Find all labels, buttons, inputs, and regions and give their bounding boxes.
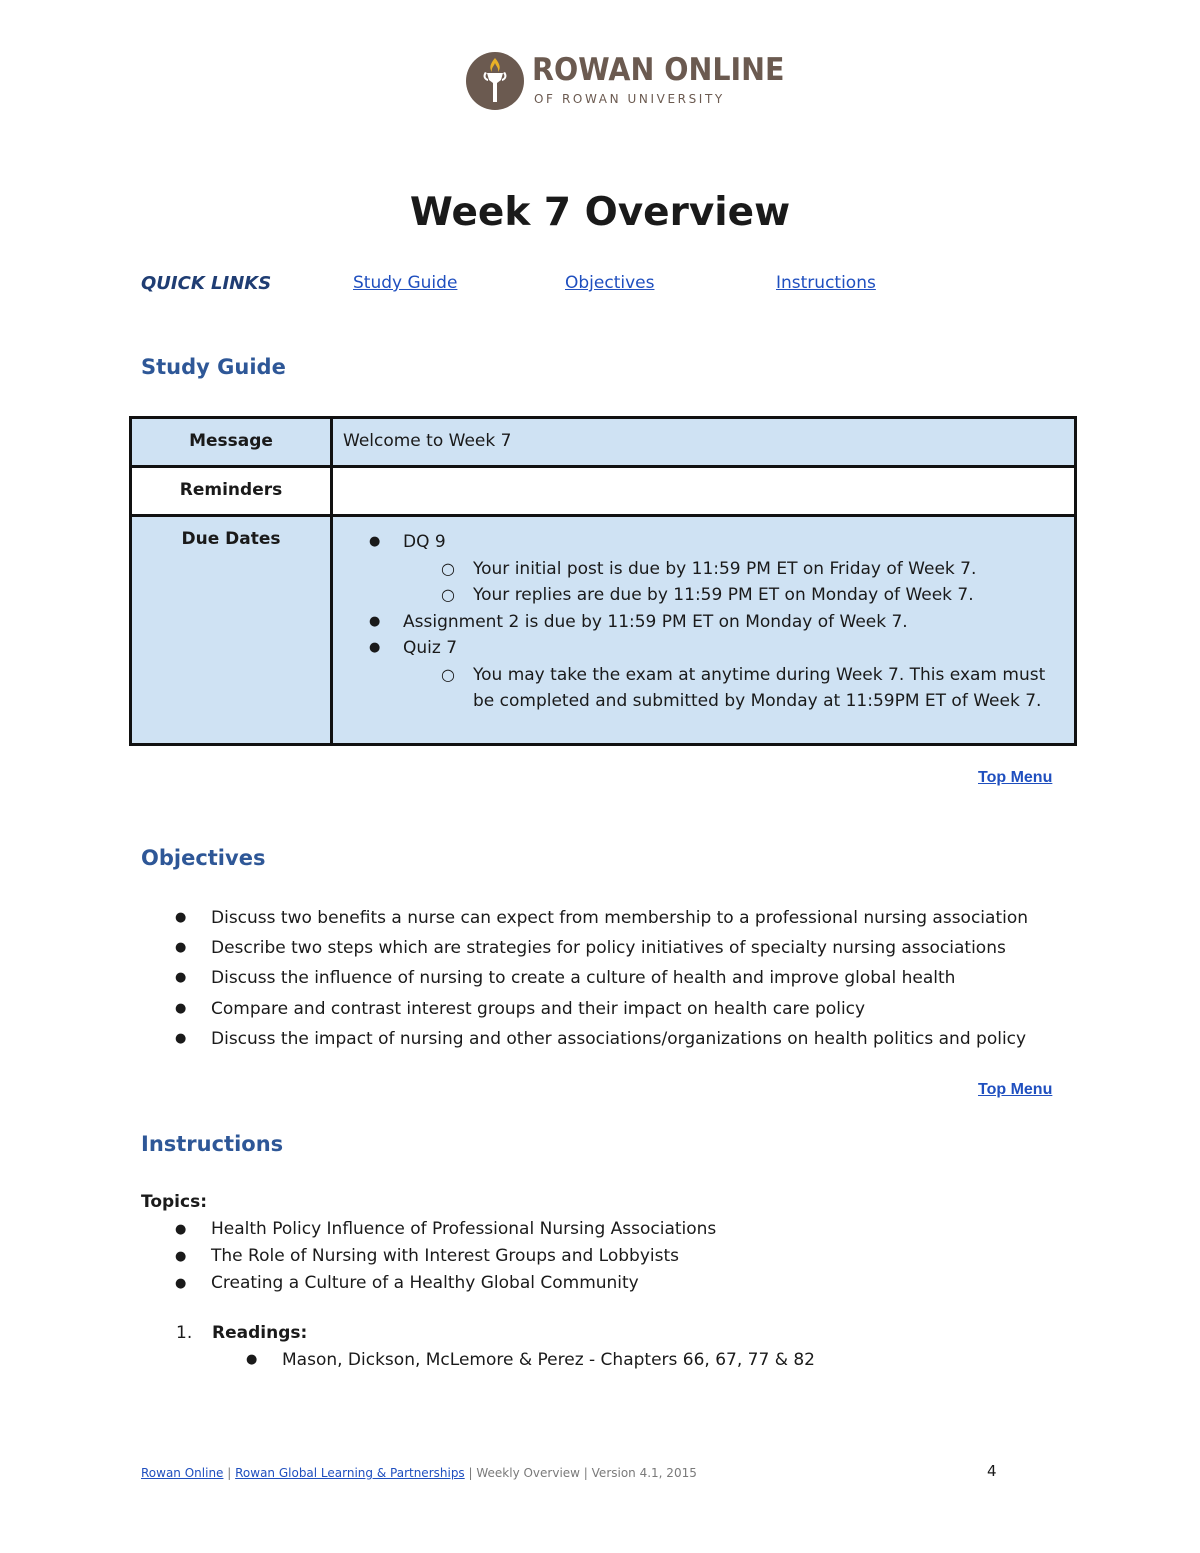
due-item-quiz7: Quiz 7: [403, 638, 458, 658]
objectives-list: [141, 903, 1101, 1054]
footer-text: | Weekly Overview | Version 4.1, 2015: [464, 1466, 697, 1480]
readings-label: Readings:: [212, 1323, 308, 1343]
rowan-online-logo: [466, 50, 785, 112]
top-menu-link[interactable]: Top Menu: [978, 769, 1053, 786]
list-item: ● Creating a Culture of a Healthy Global Community: [141, 1270, 716, 1297]
quick-link-instructions[interactable]: Instructions: [776, 273, 876, 293]
objectives-heading: Objectives: [141, 846, 266, 870]
list-item: ● Discuss the impact of nursing and other associations/organizations on health politics and policy: [141, 1024, 1101, 1054]
list-item: ● Compare and contrast interest groups and their impact on health care policy: [141, 994, 1101, 1024]
due-item-dq9: DQ 9: [403, 532, 446, 552]
logo-sub-text: OF ROWAN UNIVERSITY: [534, 92, 725, 106]
page-footer: [141, 1466, 697, 1480]
readings-item: Mason, Dickson, McLemore & Perez - Chapters 66, 67, 77 & 82: [282, 1350, 815, 1370]
due-sublist: [403, 662, 1064, 715]
quick-links-label: QUICK LINKS: [141, 273, 272, 294]
page-title: Week 7 Overview: [409, 190, 791, 235]
due-sublist: [403, 556, 1064, 609]
readings-heading: [176, 1323, 307, 1343]
list-item: [333, 609, 1064, 636]
due-dates-value: [332, 516, 1076, 745]
torch-icon: [466, 50, 524, 112]
topics-label: Topics:: [141, 1192, 208, 1212]
message-key: Message: [131, 418, 332, 467]
footer-separator: |: [223, 1466, 236, 1480]
list-item: ● Describe two steps which are strategies for policy initiatives of specialty nursing associations: [141, 933, 1101, 963]
list-item: ● Discuss two benefits a nurse can expect from membership to a professional nursing association: [141, 903, 1101, 933]
quick-link-objectives[interactable]: Objectives: [565, 273, 655, 293]
table-row-due-dates: [131, 516, 1076, 745]
reminders-value: [332, 467, 1076, 516]
list-item: [333, 635, 1064, 715]
message-value: Welcome to Week 7: [332, 418, 1076, 467]
top-menu-link[interactable]: Top Menu: [978, 1081, 1053, 1098]
due-dates-key: Due Dates: [131, 516, 332, 745]
due-dates-list: [333, 529, 1064, 715]
readings-number: 1.: [176, 1323, 193, 1343]
study-guide-heading: Study Guide: [141, 355, 286, 379]
table-row-reminders: [131, 467, 1076, 516]
due-item-assignment2: Assignment 2 is due by 11:59 PM ET on Monday of Week 7.: [403, 611, 908, 632]
instructions-heading: Instructions: [141, 1132, 284, 1156]
topics-list: [141, 1216, 716, 1297]
list-item: ● The Role of Nursing with Interest Groups and Lobbyists: [141, 1243, 716, 1270]
study-guide-table: [129, 416, 1077, 746]
table-row-message: [131, 418, 1076, 467]
list-item: ○ Your replies are due by 11:59 PM ET on Monday of Week 7.: [403, 582, 1064, 609]
bullet-icon: ●: [246, 1352, 258, 1367]
footer-link-rowan-global[interactable]: Rowan Global Learning & Partnerships: [235, 1466, 465, 1480]
list-item: [333, 529, 1064, 609]
list-item: ● Health Policy Influence of Professional Nursing Associations: [141, 1216, 716, 1243]
quick-link-study-guide[interactable]: Study Guide: [353, 273, 458, 293]
page-number: 4: [987, 1462, 997, 1480]
list-item: ○ Your initial post is due by 11:59 PM ET on Friday of Week 7.: [403, 556, 1064, 583]
list-item: ● Discuss the influence of nursing to create a culture of health and improve global health: [141, 963, 1101, 993]
footer-link-rowan-online[interactable]: Rowan Online: [141, 1466, 224, 1480]
reminders-key: Reminders: [131, 467, 332, 516]
logo-main-text: ROWAN ONLINE: [532, 52, 785, 88]
list-item: ○ You may take the exam at anytime during Week 7. This exam must be completed and submitted by Monday at 11:59PM ET of Week 7.: [403, 662, 1064, 715]
